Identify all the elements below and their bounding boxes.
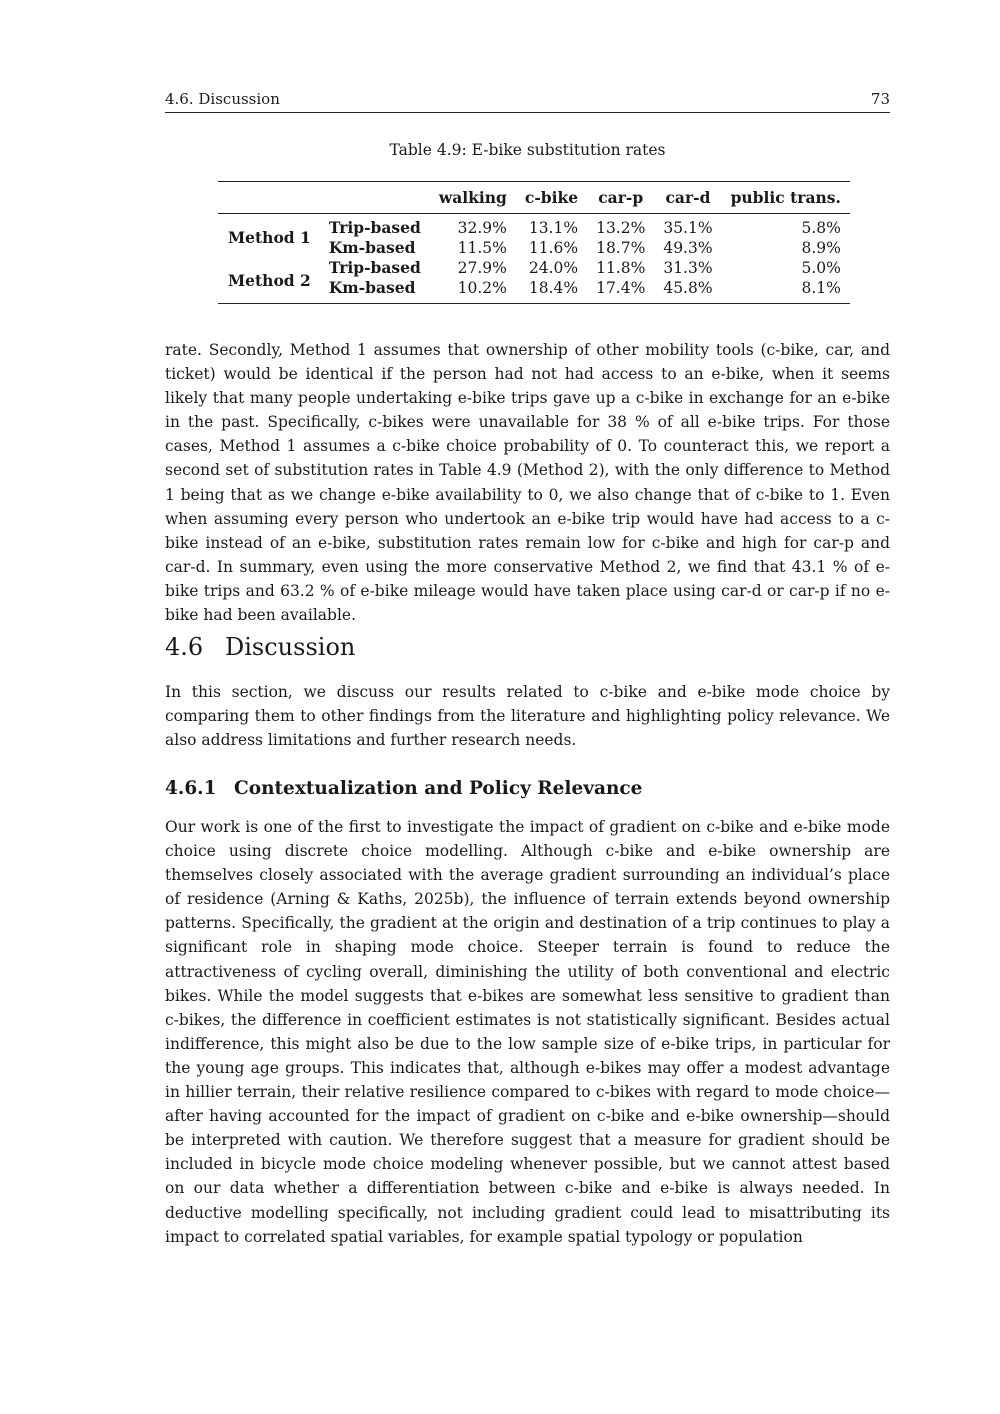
section-heading <box>165 633 355 661</box>
table-cell: 8.9% <box>801 239 841 257</box>
basis-label: Trip-based <box>328 218 421 237</box>
subsection-number: 4.6.1 <box>165 778 217 799</box>
table-cell: 5.0% <box>801 259 841 277</box>
table-header-row <box>218 182 850 214</box>
page-number: 73 <box>870 90 890 108</box>
substitution-table <box>218 181 841 304</box>
table-caption: Table 4.9: E-bike substitution rates <box>389 141 666 159</box>
paragraph-text: rate. Secondly, Method 1 assumes that ownership of other mobility tools (c-bike, car, and ticket) would be identical if the person had not had access to an e-bike, when it seems likely that many people undertaking e-bike trips gave up a c-bike in exchange for an e-bike in the past. Specifically, c-bikes were unavailable for 38 % of all e-bike trips. For those cases, Method 1 assumes a c-bike choice probability of 0. To counteract this, we report a second set of substitution rates in Table 4.9 (Method 2), with the only difference to Method 1 being that as we change e-bike availability to 0, we also change that of c-bike to 1. Even when assuming every person who undertook an e-bike trip would have had access to a c-bike instead of an e-bike, substitution rates remain low for c-bike and high for car-p and car-d. In summary, even using the more conservative Method 2, we find that 43.1 % of e-bike trips and 63.2 % of e-bike mileage would have taken place using car-d or car-p if no e-bike had been available. <box>165 341 890 625</box>
paragraph-intro <box>165 680 890 752</box>
table-cell: 13.1% <box>528 219 579 237</box>
basis-label: Km-based <box>328 238 416 257</box>
table-row <box>218 258 850 278</box>
table-cell: 11.8% <box>596 259 646 277</box>
method-label: Method 1 <box>228 228 311 247</box>
paragraph-text: Our work is one of the first to investigate the impact of gradient on c-bike and e-bike mode choice using discrete choice modelling. Although c-bike and e-bike ownership are themselves closely associated with the average gradient surrounding an individual’s place of residence (Arning & Kaths, 2025b), the influence of terrain extends beyond ownership patterns. Specifically, the gradient at the origin and destination of a trip continues to play a significant role in shaping mode choice. Steeper terrain is found to reduce the attractiveness of cycling overall, diminishing the utility of both conventional and electric bikes. While the model suggests that e-bikes are somewhat less sensitive to gradient than c-bikes, the difference in coefficient estimates is not statistically significant. Besides actual indifference, this might also be due to the low sample size of e-bike trips, in particular for the young age groups. This indicates that, although e-bikes may offer a modest advantage in hillier terrain, their relative resilience compared to c-bikes with regard to mode choice—after having accounted for the impact of gradient on c-bike and e-bike ownership—should be interpreted with caution. We therefore suggest that a measure for gradient should be included in bicycle mode choice modeling whenever possible, but we cannot attest based on our data whether a differentiation between c-bike and e-bike is always needed. In deductive modelling specifically, not including gradient could lead to misattributing its impact to correlated spatial variables, for example spatial typology or population <box>165 818 890 1246</box>
table-row <box>218 214 850 239</box>
table-cell: 11.5% <box>457 239 507 257</box>
column-header: walking <box>438 188 507 207</box>
paragraph-substitution <box>165 338 890 627</box>
table-cell: 35.1% <box>663 219 713 237</box>
header-empty-cell <box>320 182 430 214</box>
basis-label: Trip-based <box>328 258 421 277</box>
paragraph-text: In this section, we discuss our results related to c-bike and e-bike mode choice by comparing them to other findings from the literature and highlighting policy relevance. We also address limitations and further research needs. <box>165 683 890 750</box>
header-empty-cell <box>218 182 320 214</box>
table-cell: 17.4% <box>596 279 646 297</box>
table-cell: 5.8% <box>801 219 841 237</box>
table-cell: 45.8% <box>663 279 713 297</box>
running-header-section: 4.6. Discussion <box>165 90 280 108</box>
section-title: Discussion <box>225 633 356 661</box>
paragraph-contextualization <box>165 815 890 1249</box>
section-number: 4.6 <box>165 633 204 661</box>
basis-label: Km-based <box>328 278 416 297</box>
table-cell: 11.6% <box>528 239 579 257</box>
subsection-title: Contextualization and Policy Relevance <box>234 778 643 799</box>
column-header: c-bike <box>524 188 579 207</box>
subsection-heading <box>165 778 642 799</box>
table-cell: 8.1% <box>801 279 841 297</box>
table-cell: 13.2% <box>596 219 646 237</box>
table-cell: 18.7% <box>596 239 646 257</box>
table-cell: 24.0% <box>528 259 579 277</box>
column-header: public trans. <box>730 188 841 207</box>
table-cell: 10.2% <box>457 279 507 297</box>
table-cell: 32.9% <box>457 219 507 237</box>
table-cell: 49.3% <box>663 239 713 257</box>
column-header: car-d <box>665 188 711 207</box>
method-label: Method 2 <box>228 270 311 290</box>
table-cell: 18.4% <box>528 279 579 297</box>
table-cell: 27.9% <box>457 259 507 277</box>
running-header <box>165 90 890 113</box>
table-cell: 31.3% <box>663 259 713 277</box>
column-header: car-p <box>598 188 644 207</box>
